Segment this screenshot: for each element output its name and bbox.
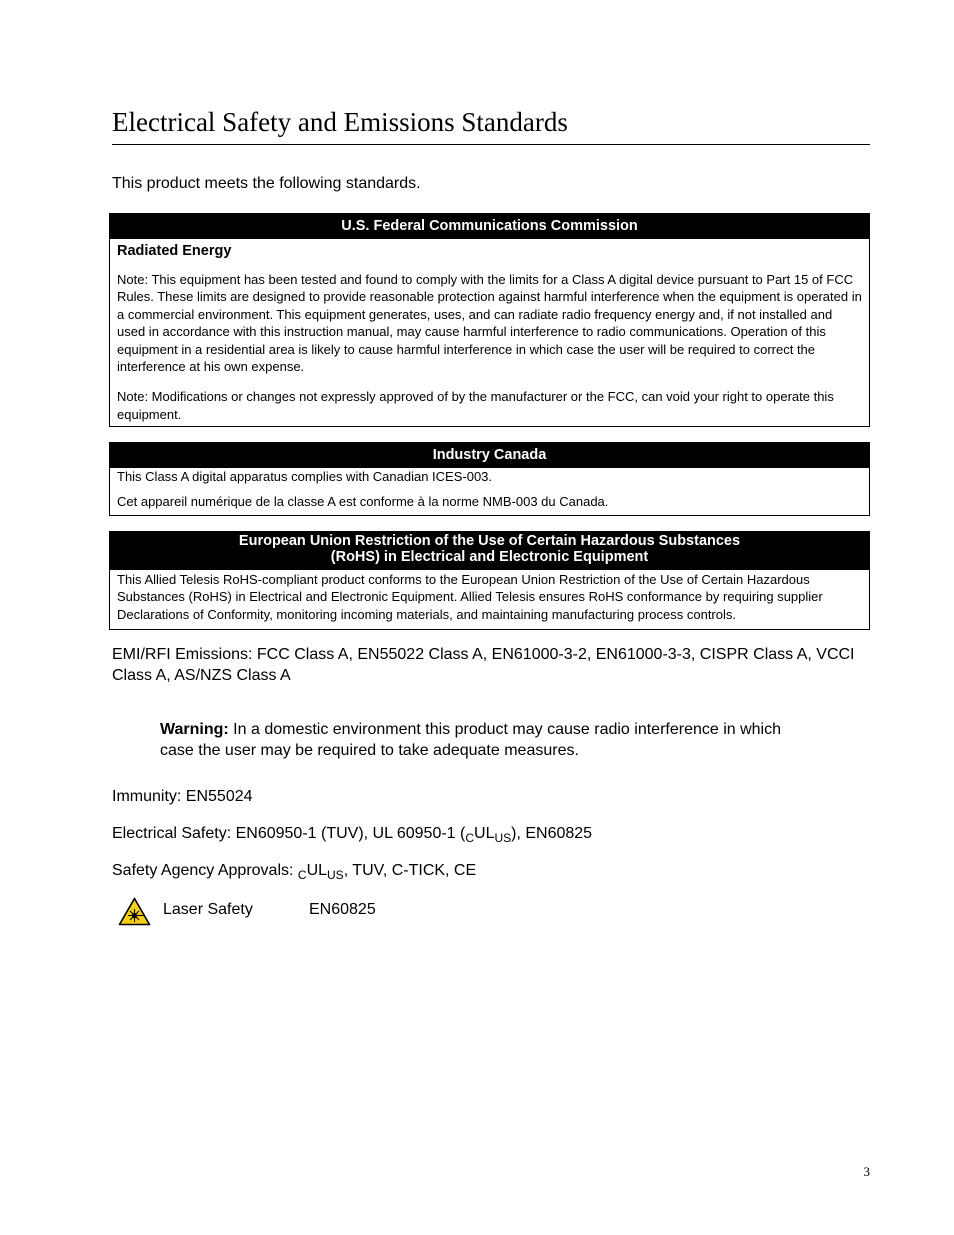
ul-mark: UL: [306, 862, 328, 879]
page-number: 3: [863, 1164, 870, 1179]
industry-canada-header: Industry Canada: [110, 443, 869, 468]
intro-text: This product meets the following standards.: [112, 175, 421, 192]
fcc-box: [109, 213, 870, 427]
laser-warning-icon: [118, 897, 151, 926]
fcc-subheading: Radiated Energy: [117, 243, 232, 259]
immunity-line: Immunity: EN55024: [112, 788, 253, 805]
laser-safety-standard: EN60825: [309, 901, 376, 918]
electrical-safety-prefix: Electrical Safety: EN60950-1 (TUV), UL 60950-1 (: [112, 825, 466, 842]
agency-prefix: Safety Agency Approvals:: [112, 862, 298, 879]
eu-rohs-header-line-2: (RoHS) in Electrical and Electronic Equipment: [330, 548, 649, 565]
industry-canada-line-2: Cet appareil numérique de la classe A est conforme à la norme NMB-003 du Canada.: [117, 494, 609, 509]
fcc-note-2: Note: Modifications or changes not expressly approved of by the manufacturer or the FCC, can void your right to operate this equipment.: [117, 389, 834, 422]
fcc-header: U.S. Federal Communications Commission: [110, 214, 869, 239]
industry-canada-box: [109, 442, 870, 516]
warning-note: [160, 719, 800, 761]
warning-text: In a domestic environment this product may cause radio interference in which case the user may be required to take adequate measures.: [160, 721, 782, 759]
page-title: Electrical Safety and Emissions Standards: [112, 104, 870, 145]
eu-rohs-box: [109, 531, 870, 630]
us-subscript: US: [494, 831, 512, 845]
c-subscript: C: [297, 868, 307, 882]
c-subscript: C: [465, 831, 475, 845]
industry-canada-line-1: This Class A digital apparatus complies with Canadian ICES-003.: [117, 469, 493, 484]
electrical-safety-suffix: ), EN60825: [511, 825, 593, 842]
eu-rohs-body: This Allied Telesis RoHS-compliant product conforms to the European Union Restriction of the Use of Certain Hazardous Substances (RoHS) in Electrical and Electronic Equipment. Allied Telesis ensures RoHS conformance by requiring supplier Declarations of Conformity, monitoring incoming materials, and maintaining manufacturing process controls.: [117, 572, 823, 622]
safety-agency-line: [112, 861, 476, 881]
fcc-note-1: Note: This equipment has been tested and found to comply with the limits for a Class A digital device pursuant to Part 15 of FCC Rules. These limits are designed to provide reasonable protection against harmful interference when the equipment is operated in a commercial environment. This equipment generates, uses, and can radiate radio frequency energy and, if not installed and used in accordance with this instruction manual, may cause harmful interference to radio communications. Operation of this equipment in a residential area is likely to cause harmful interference in which case the user will be required to correct the interference at his own expense.: [117, 272, 862, 375]
us-subscript: US: [327, 868, 344, 882]
emi-emissions: EMI/RFI Emissions: FCC Class A, EN55022 Class A, EN61000-3-2, EN61000-3-3, CISPR Class A, VCCI Class A, AS/NZS Class A: [112, 646, 855, 684]
ul-mark: UL: [474, 825, 495, 842]
eu-rohs-header: [110, 532, 869, 570]
electrical-safety-line: [112, 824, 592, 844]
laser-safety-label: Laser Safety: [163, 901, 253, 918]
agency-suffix: , TUV, C-TICK, CE: [343, 862, 477, 879]
warning-label: Warning:: [160, 721, 229, 738]
eu-rohs-header-line-1: European Union Restriction of the Use of Certain Hazardous Substances: [238, 533, 741, 549]
